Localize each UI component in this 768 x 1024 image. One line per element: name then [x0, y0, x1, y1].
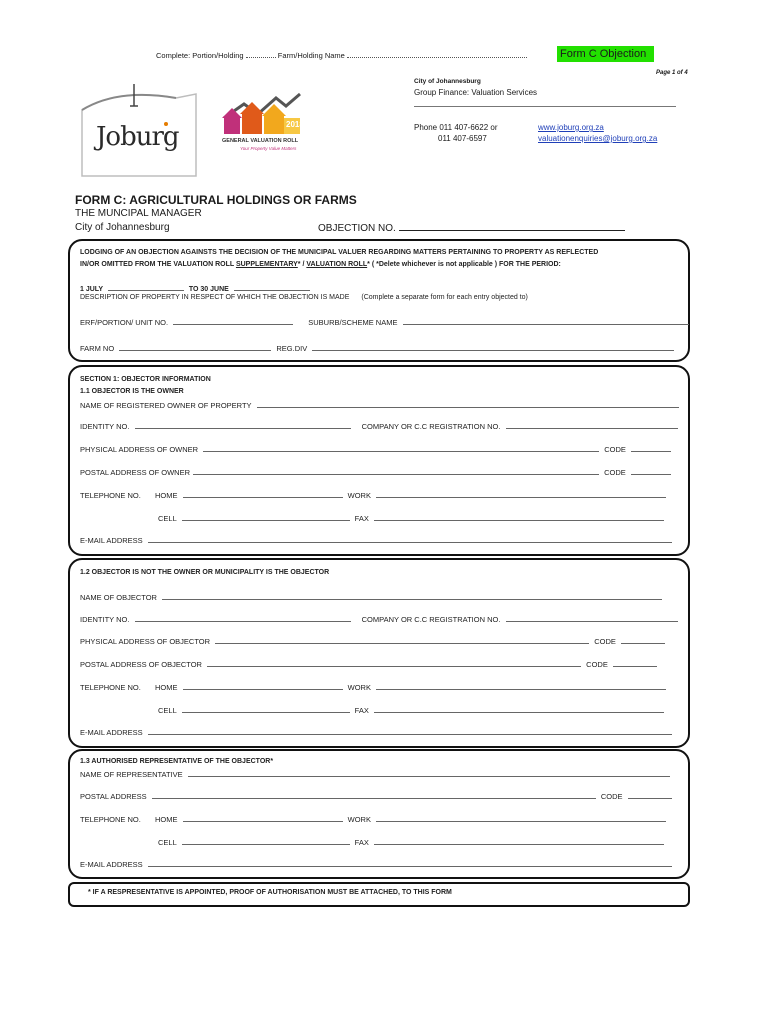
owner-postal-row [80, 467, 674, 477]
owner-name-field[interactable] [257, 400, 679, 408]
owner-email-row [80, 535, 675, 545]
objector-identity-label: IDENTITY NO. [80, 615, 130, 624]
objector-physical-row [80, 636, 668, 646]
rep-email-row [80, 859, 675, 869]
header-rule [414, 106, 676, 107]
owner-company-label: COMPANY OR C.C REGISTRATION NO. [361, 422, 501, 431]
objector-postal-row [80, 659, 660, 669]
objector-postal-label: POSTAL ADDRESS OF OBJECTOR [80, 660, 202, 669]
objector-company-field[interactable] [506, 614, 678, 622]
farm-no-label: FARM NO [80, 344, 115, 353]
portion-label: Complete: Portion/Holding [156, 51, 244, 60]
objector-telephone-label: TELEPHONE NO. [80, 683, 141, 692]
owner-fax-field[interactable] [374, 513, 664, 521]
from-year-field[interactable] [108, 283, 184, 291]
objector-physical-code-label: CODE [594, 637, 616, 646]
erf-field[interactable] [173, 317, 293, 325]
period-row [80, 283, 313, 293]
rep-home-label: HOME [154, 815, 178, 824]
manager-line: THE MUNCIPAL MANAGER [75, 208, 202, 219]
objector-name-row [80, 592, 665, 602]
section13-title: 1.3 AUTHORISED REPRESENTATIVE OF THE OBJECTOR* [80, 758, 274, 765]
objector-physical-label: PHYSICAL ADDRESS OF OBJECTOR [80, 637, 211, 646]
owner-identity-row [80, 421, 681, 431]
owner-postal-field[interactable] [193, 467, 599, 475]
desc-label: DESCRIPTION OF PROPERTY IN RESPECT OF WHICH THE OBJECTION IS MADE [80, 294, 350, 301]
form-badge: Form C Objection [557, 46, 654, 62]
header-dept: Group Finance: Valuation Services [414, 88, 538, 97]
objector-company-label: COMPANY OR C.C REGISTRATION NO. [361, 615, 501, 624]
objector-cell-row [158, 705, 667, 715]
objector-cell-label: CELL [158, 706, 177, 715]
rep-home-field[interactable] [183, 814, 343, 822]
page-number: Page 1 of 4 [656, 70, 688, 76]
valuation-roll-option[interactable]: VALUATION ROLL [306, 261, 368, 268]
objector-postal-code-field[interactable] [613, 659, 657, 667]
rep-telephone-label: TELEPHONE NO. [80, 815, 141, 824]
desc-note: (Complete a separate form for each entry objected to) [361, 294, 528, 301]
intro-line-1: LODGING OF AN OBJECTION AGAINSTS THE DECISION OF THE MUNICIPAL VALUER REGARDING MATTERS PERTAINING TO PROPERTY AS REFLECTED [80, 249, 599, 256]
intro-text: IN/OR OMITTED FROM THE VALUATION ROLL [80, 261, 234, 268]
farm-label: Farm/Holding Name [277, 51, 345, 60]
reg-div-field[interactable] [312, 343, 674, 351]
objector-email-field[interactable] [148, 727, 672, 735]
objector-name-field[interactable] [162, 592, 662, 600]
supplementary-option[interactable]: SUPPLEMENTARY [235, 261, 298, 268]
owner-physical-label: PHYSICAL ADDRESS OF OWNER [80, 445, 199, 454]
rep-name-label: NAME OF REPRESENTATIVE [80, 770, 183, 779]
top-line [156, 50, 527, 60]
rep-cell-label: CELL [158, 838, 177, 847]
objector-physical-field[interactable] [215, 636, 589, 644]
intro-period: ( *Delete whichever is not applicable ) FOR THE PERIOD: [371, 261, 561, 268]
erf-label: ERF/PORTION/ UNIT NO. [80, 318, 169, 327]
farm-no-field[interactable] [119, 343, 271, 351]
july-label: 1 JULY [80, 286, 103, 293]
gvr-logo [220, 92, 312, 154]
objector-postal-code-label: CODE [586, 660, 608, 669]
objector-fax-field[interactable] [374, 705, 664, 713]
form-title: FORM C: AGRICULTURAL HOLDINGS OR FARMS [75, 193, 357, 207]
section1-sub: 1.1 OBJECTOR IS THE OWNER [80, 388, 184, 395]
objection-no [318, 222, 625, 234]
suburb-field[interactable] [403, 317, 689, 325]
objector-section-box [68, 558, 690, 748]
objector-work-label: WORK [347, 683, 371, 692]
owner-email-field[interactable] [148, 535, 672, 543]
erf-row [80, 317, 692, 327]
section1-title: SECTION 1: OBJECTOR INFORMATION [80, 376, 211, 383]
section12-title: 1.2 OBJECTOR IS NOT THE OWNER OR MUNICIPALITY IS THE OBJECTOR [80, 569, 330, 576]
owner-work-label: WORK [347, 491, 371, 500]
objector-email-row [80, 727, 675, 737]
owner-physical-row [80, 444, 674, 454]
owner-physical-code-field[interactable] [631, 444, 671, 452]
intro-line-2: IN/OR OMITTED FROM THE VALUATION ROLL SUPPLEMENTARY* / VALUATION ROLL* ( *Delete whichever is not applicable ) FOR THE PERIOD: [80, 261, 561, 268]
owner-company-field[interactable] [506, 421, 678, 429]
owner-identity-label: IDENTITY NO. [80, 422, 130, 431]
owner-postal-label: POSTAL ADDRESS OF OWNER [80, 468, 191, 477]
city-line: City of Johannesburg [75, 222, 170, 233]
joburg-logo [78, 80, 208, 178]
objector-telephone-row [80, 682, 669, 692]
objector-postal-field[interactable] [207, 659, 581, 667]
joburg-logo-text: Joburg [96, 122, 179, 152]
suburb-label: SUBURB/SCHEME NAME [308, 318, 398, 327]
rep-cell-row [158, 837, 667, 847]
rep-code-field[interactable] [628, 791, 672, 799]
objector-work-field[interactable] [376, 682, 666, 690]
farm-row [80, 343, 677, 353]
owner-home-label: HOME [154, 491, 178, 500]
rep-email-label: E-MAIL ADDRESS [80, 860, 143, 869]
website-link[interactable]: www.joburg.org.za [538, 123, 604, 132]
june-label: TO 30 JUNE [188, 286, 229, 293]
rep-postal-row [80, 791, 675, 801]
owner-work-field[interactable] [376, 490, 666, 498]
rep-email-field[interactable] [148, 859, 672, 867]
rep-cell-field[interactable] [182, 837, 350, 845]
authorisation-note: * IF A RESPRESENTATIVE IS APPOINTED, PROOF OF AUTHORISATION MUST BE ATTACHED, TO THIS FORM [88, 889, 452, 896]
rep-postal-field[interactable] [152, 791, 596, 799]
owner-telephone-row [80, 490, 669, 500]
rep-fax-label: FAX [354, 838, 369, 847]
objection-no-field[interactable] [399, 222, 625, 231]
owner-physical-code-label: CODE [604, 445, 626, 454]
owner-cell-field[interactable] [182, 513, 350, 521]
portion-field[interactable] [246, 50, 276, 58]
objector-identity-field[interactable] [135, 614, 351, 622]
owner-home-field[interactable] [183, 490, 343, 498]
objector-home-field[interactable] [183, 682, 343, 690]
owner-email-label: E-MAIL ADDRESS [80, 536, 143, 545]
gvr-tagline: Your Property Value Matters [240, 146, 297, 151]
farm-name-field[interactable] [347, 50, 527, 58]
objector-email-label: E-MAIL ADDRESS [80, 728, 143, 737]
owner-cell-label: CELL [158, 514, 177, 523]
rep-postal-label: POSTAL ADDRESS [80, 792, 147, 801]
objection-no-label: OBJECTION NO. [318, 223, 396, 234]
owner-fax-label: FAX [354, 514, 369, 523]
rep-work-label: WORK [347, 815, 371, 824]
rep-fax-field[interactable] [374, 837, 664, 845]
objector-home-label: HOME [154, 683, 178, 692]
owner-postal-code-field[interactable] [631, 467, 671, 475]
objector-name-label: NAME OF OBJECTOR [80, 593, 157, 602]
objector-physical-code-field[interactable] [621, 636, 665, 644]
rep-telephone-row [80, 814, 669, 824]
rep-name-row [80, 769, 673, 779]
rep-name-field[interactable] [188, 769, 670, 777]
owner-identity-field[interactable] [135, 421, 351, 429]
objector-cell-field[interactable] [182, 705, 350, 713]
to-year-field[interactable] [234, 283, 310, 291]
header-phone: Phone 011 407-6622 or [414, 123, 498, 132]
reg-div-label: REG.DIV [276, 344, 308, 353]
owner-name-row [80, 400, 682, 410]
email-link[interactable]: valuationenquiries@joburg.org.za [538, 134, 658, 143]
gvr-year: 2018 [286, 120, 304, 129]
owner-postal-code-label: CODE [604, 468, 626, 477]
objector-fax-label: FAX [354, 706, 369, 715]
gvr-title: GENERAL VALUATION ROLL [222, 138, 299, 144]
rep-code-label: CODE [600, 792, 623, 801]
owner-physical-field[interactable] [203, 444, 599, 452]
objector-identity-row [80, 614, 681, 624]
rep-work-field[interactable] [376, 814, 666, 822]
header-phone-alt: 011 407-6597 [438, 134, 487, 143]
owner-name-label: NAME OF REGISTERED OWNER OF PROPERTY [80, 401, 252, 410]
header-org: City of Johannesburg [414, 78, 481, 85]
owner-cell-row [158, 513, 667, 523]
owner-telephone-label: TELEPHONE NO. [80, 491, 141, 500]
desc-row [80, 294, 528, 301]
